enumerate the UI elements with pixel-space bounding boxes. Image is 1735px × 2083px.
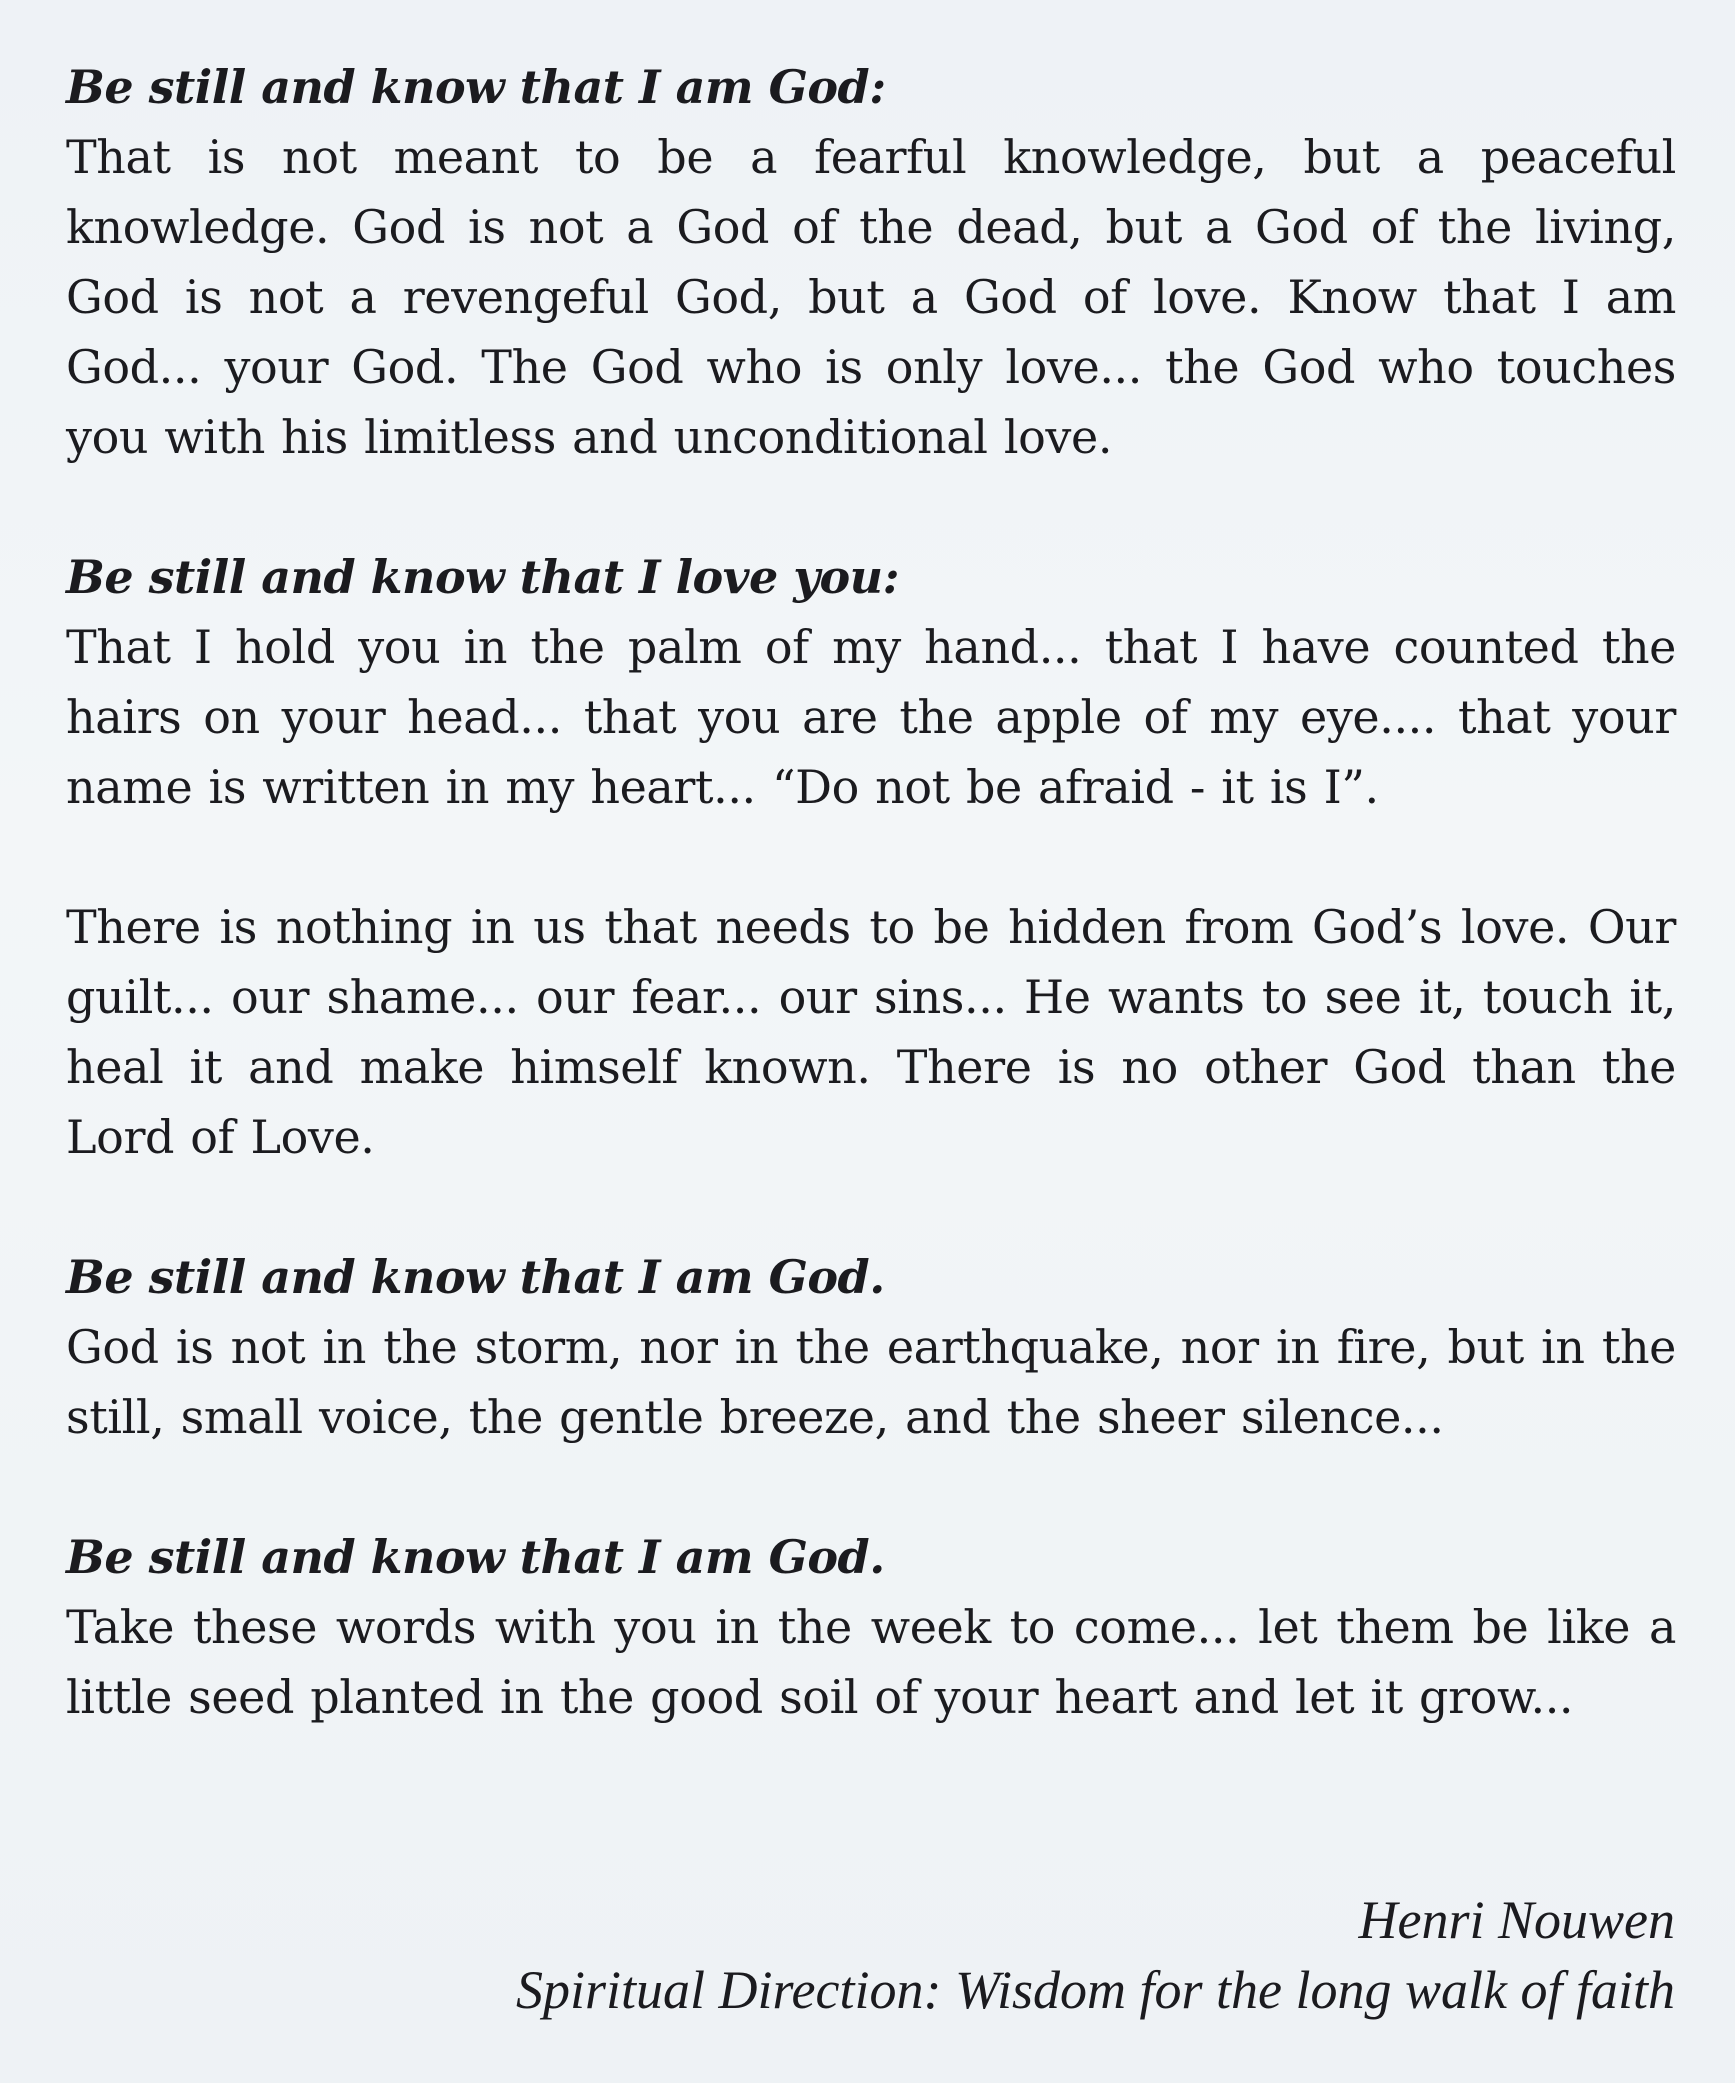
reflection-text bbox=[66, 52, 1676, 1802]
section-body: God is not in the storm, nor in the earthquake, nor in fire, but in the still, small voice, the gentle breeze, and the sheer silence... bbox=[66, 1320, 1676, 1444]
attribution bbox=[516, 1885, 1675, 2025]
section-body: That I hold you in the palm of my hand... that I have counted the hairs on your head... that you are the apple of my eye.... that your name is written in my heart... “Do not be afraid - it is I”. bbox=[66, 620, 1676, 814]
section-heading: Be still and know that I am God. bbox=[66, 1530, 885, 1584]
section-heading: Be still and know that I am God: bbox=[66, 60, 886, 114]
section-body: Take these words with you in the week to come... let them be like a little seed planted in the good soil of your heart and let it grow... bbox=[66, 1600, 1676, 1724]
section-body: There is nothing in us that needs to be hidden from God’s love. Our guilt... our shame... our fear... our sins... He wants to see it, touch it, heal it and make himself known. There is no other God than the Lord of Love. bbox=[66, 900, 1676, 1164]
source-title: Spiritual Direction: Wisdom for the long walk of faith bbox=[516, 1960, 1675, 2020]
section-heading: Be still and know that I love you: bbox=[66, 550, 900, 604]
section-heading: Be still and know that I am God. bbox=[66, 1250, 885, 1304]
section-3 bbox=[66, 892, 1676, 1172]
author-name: Henri Nouwen bbox=[1358, 1890, 1675, 1950]
section-body: That is not meant to be a fearful knowledge, but a peaceful knowledge. God is not a God of the dead, but a God of the living, God is not a revengeful God, but a God of love. Know that I am God... your God. The God who is only love... the God who touches you with his limitless and unconditional love. bbox=[66, 130, 1676, 464]
section-4 bbox=[66, 1242, 1676, 1452]
section-2 bbox=[66, 542, 1676, 822]
section-1 bbox=[66, 52, 1676, 472]
section-5 bbox=[66, 1522, 1676, 1732]
